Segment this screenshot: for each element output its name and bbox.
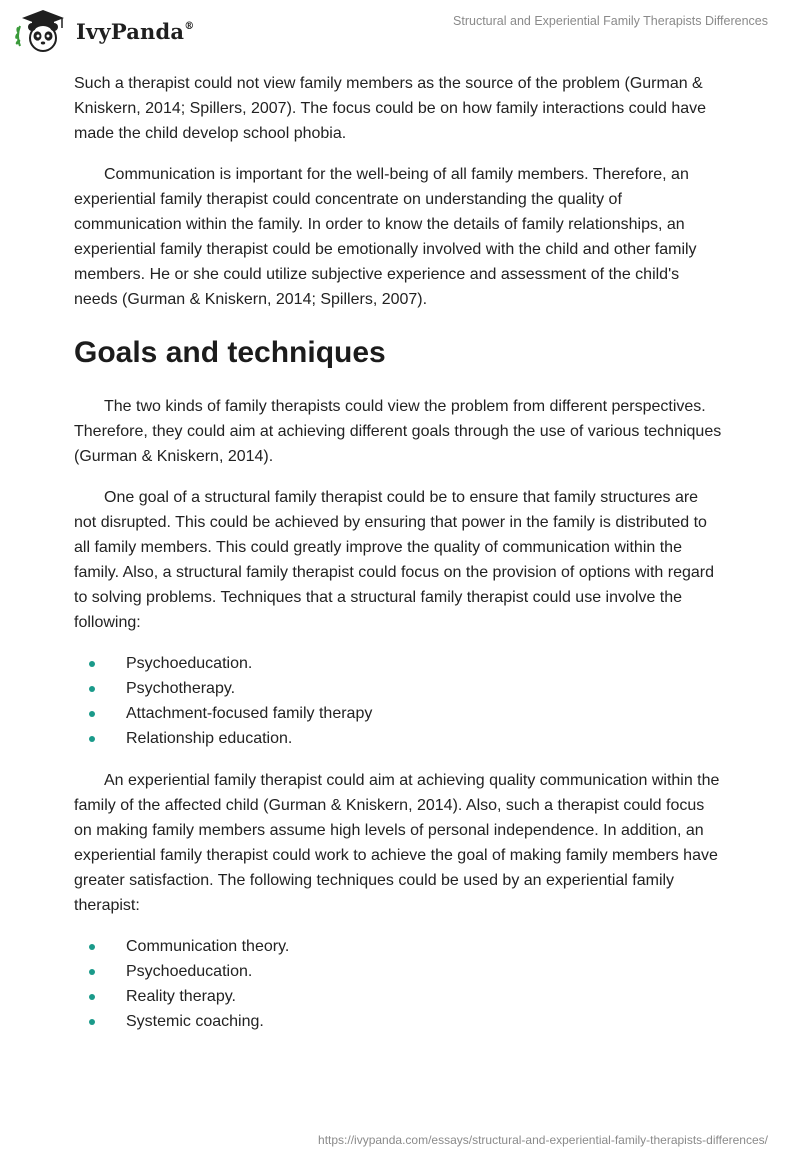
bullet-icon [89, 736, 95, 742]
paragraph: One goal of a structural family therapist could be to ensure that family structures are not disrupted. This could be achieved by ensuring that power in the family is distributed to all family members. This could greatly improve the quality of communication within the family. Also, a structural family therapist could focus on the provision of options with regard to solving problems. Techniques that a structural family therapist could use involve the following: [74, 489, 715, 631]
list-item: Communication theory. [74, 934, 724, 959]
logo-text: IvyPanda® [76, 18, 195, 44]
source-url[interactable]: https://ivypanda.com/essays/structural-and-experiential-family-therapists-differences/ [318, 1133, 768, 1147]
list-item: Systemic coaching. [74, 1009, 724, 1034]
bullet-icon [89, 661, 95, 667]
bullet-icon [89, 944, 95, 950]
paragraph: Such a therapist could not view family members as the source of the problem (Gurman & Kniskern, 2014; Spillers, 2007). The focus could be on how family interactions could have made the child develop school phobia. [74, 75, 707, 142]
article-body [74, 71, 724, 1051]
list-item: Psychotherapy. [74, 676, 724, 701]
list-item: Psychoeducation. [74, 651, 724, 676]
list-item: Attachment-focused family therapy [74, 701, 724, 726]
structural-techniques-list [74, 651, 724, 751]
experiential-techniques-list [74, 934, 724, 1034]
section-heading: Goals and techniques [74, 336, 386, 369]
panda-logo-icon [14, 8, 72, 54]
list-item: Psychoeducation. [74, 959, 724, 984]
logo[interactable] [14, 8, 194, 54]
list-item: Reality therapy. [74, 984, 724, 1009]
document-title: Structural and Experiential Family Therapists Differences [453, 14, 768, 28]
bullet-icon [89, 711, 95, 717]
paragraph: The two kinds of family therapists could view the problem from different perspectives. Therefore, they could aim at achieving different goals through the use of various techniques (Gurman & Kniskern, 2014). [74, 398, 722, 465]
bullet-icon [89, 969, 95, 975]
page-header [0, 0, 800, 62]
bullet-icon [89, 686, 95, 692]
paragraph: Communication is important for the well-being of all family members. Therefore, an experiential family therapist could concentrate on understanding the quality of communication within the family. In order to know the details of family relationships, an experiential family therapist could be emotionally involved with the child and other family members. He or she could utilize subjective experience and assessment of the child's needs (Gurman & Kniskern, 2014; Spillers, 2007). [74, 166, 697, 308]
paragraph: An experiential family therapist could aim at achieving quality communication within the family of the affected child (Gurman & Kniskern, 2014). Also, such a therapist could focus on making family members assume high levels of personal independence. In addition, an experiential family therapist could work to achieve the goal of making family members have greater satisfaction. The following techniques could be used by an experiential family therapist: [74, 772, 720, 914]
bullet-icon [89, 1019, 95, 1025]
list-item: Relationship education. [74, 726, 724, 751]
bullet-icon [89, 994, 95, 1000]
